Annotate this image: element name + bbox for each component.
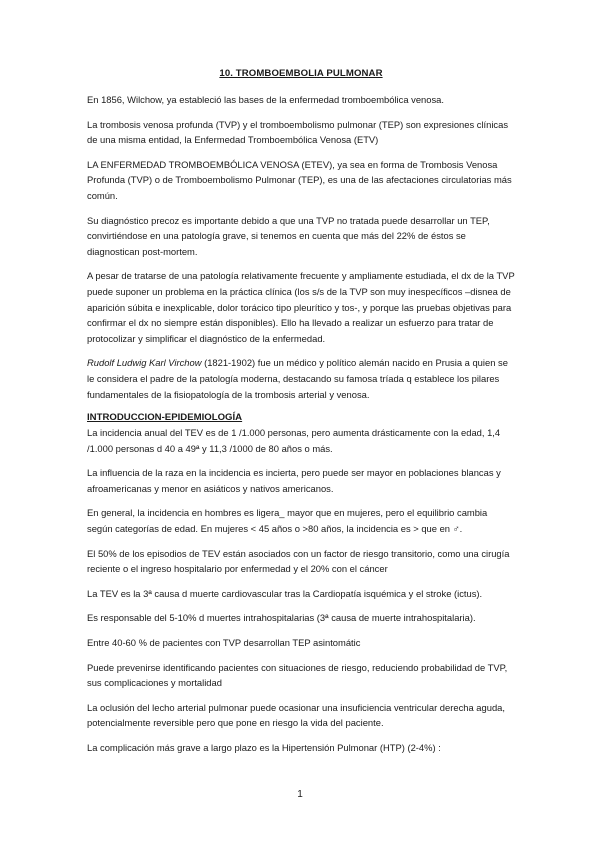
paragraph: A pesar de tratarse de una patología relativamente frecuente y ampliamente estudiada, el dx de la TVP puede suponer un problema en la práctica clínica (los s/s de la TVP son muy inespecíficos –disnea de aparición súbita e inexplicable, dolor torácico tipo pleurítico y tos-, y porque las pruebas objetivas para confirmar el dx no siempre están disponibles). Ello ha llevado a realizar un esfuerzo para tratar de protocolizar y simplificar el diagnóstico de la enfermedad. bbox=[87, 270, 515, 344]
paragraph: La influencia de la raza en la incidencia es incierta, pero puede ser mayor en poblaciones blancas y afroamericanas y menor en asiáticos y nativos americanos. bbox=[87, 467, 501, 494]
virchow-text: (1821-1902) fue un médico y político alemán nacido en Prusia a quien se le considera el padre de la patología moderna, destacando su famosa tríada q establece los pilares fundamentales de la fisiopatología de la trombosis arterial y venosa. bbox=[87, 357, 508, 400]
paragraph: LA ENFERMEDAD TROMBOEMBÓLICA VENOSA (ETEV), ya sea en forma de Trombosis Venosa Profunda (TVP) o de Tromboembolismo Pulmonar (TEP), es una de las afectaciones circulatorias más común. bbox=[87, 158, 512, 201]
paragraph: Puede prevenirse identificando pacientes con situaciones de riesgo, reduciendo probabilidad de TVP, sus complicaciones y mortalidad bbox=[87, 661, 508, 689]
document-title: 10. TROMBOEMBOLIA PULMONAR bbox=[219, 68, 383, 79]
paragraph: Su diagnóstico precoz es importante debido a que una TVP no tratada puede desarrollar un TEP, convirtiéndose en una patología grave, si tenemos en cuenta que más del 22% de éstos se diagnostican post-mortem. bbox=[87, 214, 490, 257]
paragraph: Entre 40-60 % de pacientes con TVP desarrollan TEP asintomátic bbox=[87, 637, 361, 649]
paragraph: El 50% de los episodios de TEV están asociados con un factor de riesgo transitorio, como una cirugía reciente o el ingreso hospitalario por enfermedad y el 20% con el cáncer bbox=[87, 547, 510, 575]
page-number: 1 bbox=[297, 789, 303, 800]
virchow-name: Rudolf Ludwig Karl Virchow bbox=[87, 357, 202, 369]
paragraph: En 1856, Wilchow, ya estableció las bases de la enfermedad tromboembólica venosa. bbox=[87, 94, 444, 105]
paragraph: La oclusión del lecho arterial pulmonar puede ocasionar una insuficiencia ventricular derecha aguda, potencialmente reversible pero que pone en riesgo la vida del paciente. bbox=[87, 701, 505, 729]
paragraph: Es responsable del 5-10% d muertes intrahospitalarias (3ª causa de muerte intrahospitalaria). bbox=[87, 612, 476, 624]
paragraph: La trombosis venosa profunda (TVP) y el tromboembolismo pulmonar (TEP) son expresiones clínicas de una misma entidad, la Enfermedad Tromboembólica Venosa (ETV) bbox=[87, 118, 509, 146]
section-heading: INTRODUCCION-EPIDEMIOLOGÍA bbox=[87, 412, 243, 424]
document-page bbox=[87, 68, 515, 765]
paragraph: La incidencia anual del TEV es de 1 /1.000 personas, pero aumenta drásticamente con la edad, 1,4 /1.000 personas d 40 a 49ª y 11,3 /1000 de 80 años o más. bbox=[87, 427, 501, 454]
paragraph: La complicación más grave a largo plazo es la Hipertensión Pulmonar (HTP) (2-4%) : bbox=[87, 742, 441, 753]
virchow-paragraph bbox=[87, 355, 515, 402]
paragraph: En general, la incidencia en hombres es ligera_ mayor que en mujeres, pero el equilibrio cambia según categorías de edad. En mujeres < 45 años o >80 años, la incidencia es > que en ♂. bbox=[87, 507, 488, 535]
paragraph: La TEV es la 3ª causa d muerte cardiovascular tras la Cardiopatía isquémica y el stroke (ictus). bbox=[87, 587, 483, 599]
